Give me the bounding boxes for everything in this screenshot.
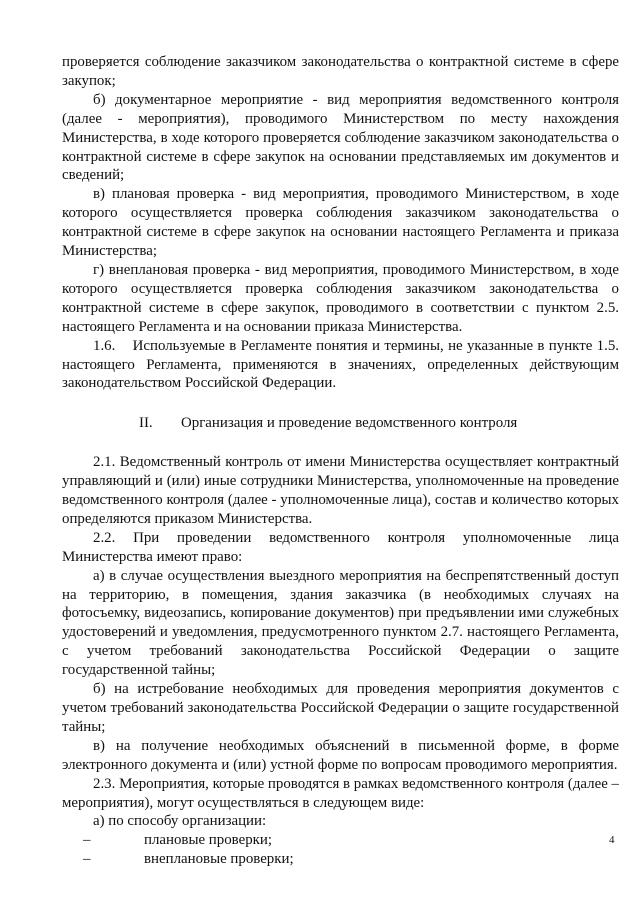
dash-marker: –	[83, 832, 91, 849]
list-item-text: внеплановые проверки;	[144, 851, 294, 868]
paragraph-documentary-event: б) документарное мероприятие - вид мероприятия ведомственного контроля (далее - мероприятия), проводимого Министерством по месту нахождения Министерства, в ходе которого проверяется соблюдение заказчиком законодательства о контрактной системе в сфере закупок на основании представляемых им документов и сведений;	[62, 91, 619, 184]
paragraph-2-1: 2.1. Ведомственный контроль от имени Министерства осуществляет контрактный управляющий и (или) иные сотрудники Министерства, уполномоченные на проведение ведомственного контроля (далее - уполномоченные лица), состав и количество которых определяются приказом Министерства.	[62, 454, 619, 527]
list-item	[62, 850, 619, 869]
paragraph-1-6: 1.6. Используемые в Регламенте понятия и термины, не указанные в пункте 1.5. настоящего Регламента, применяются в значениях, определенных действующим законодательством Российской Федерации.	[62, 337, 623, 392]
section-heading	[62, 414, 619, 433]
page-number: 4	[609, 834, 615, 846]
paragraph-planned-inspection: в) плановая проверка - вид мероприятия, проводимого Министерством, в ходе которого осуществляется проверка соблюдения заказчиком законодательства о контрактной системе в сфере закупок на основании настоящего Регламента и приказа Министерства;	[62, 186, 619, 260]
paragraph-unplanned-inspection: г) внеплановая проверка - вид мероприятия, проводимого Министерством, в ходе которого осуществляется проверка соблюдения заказчиком законодательства о контрактной системе в сфере закупок, проводимого в соответствии с пунктом 2.5. настоящего Регламента и на основании приказа Министерства.	[62, 261, 619, 335]
section-title: Организация и проведение ведомственного контроля	[181, 415, 518, 432]
list-item	[62, 831, 619, 850]
list-item-text: плановые проверки;	[144, 832, 272, 849]
paragraph-2-3-a: а) по способу организации:	[93, 813, 267, 830]
document-body	[62, 53, 623, 869]
paragraph-2-3: 2.3. Мероприятия, которые проводятся в рамках ведомственного контроля (далее – мероприятия), могут осуществляться в следующем виде:	[62, 775, 619, 811]
paragraph-2-2-a: а) в случае осуществления выездного мероприятия на беспрепятственный доступ на территорию, в помещения, здания заказчика (в необходимых случаях на фотосъемку, видеозапись, копирование документов) при предъявлении ими служебных удостоверений и уведомления, предусмотренного пунктом 2.7. настоящего Регламента, с учетом требований законодательства Российской Федерации о защите государственной тайны;	[62, 567, 619, 679]
dash-marker: –	[83, 851, 91, 868]
paragraph-2-2-c: в) на получение необходимых объяснений в письменной форме, в форме электронного документа и (или) устной форме по вопросам проводимого мероприятия.	[62, 737, 619, 773]
paragraph-2-2-b: б) на истребование необходимых для проведения мероприятия документов с учетом требований законодательства Российской Федерации о защите государственной тайны;	[62, 681, 619, 735]
paragraph-2-2: 2.2. При проведении ведомственного контроля уполномоченные лица Министерства имеют право:	[62, 529, 619, 565]
paragraph-continuation: проверяется соблюдение заказчиком законодательства о контрактной системе в сфере закупок;	[62, 54, 619, 89]
section-number: II.	[139, 415, 153, 432]
